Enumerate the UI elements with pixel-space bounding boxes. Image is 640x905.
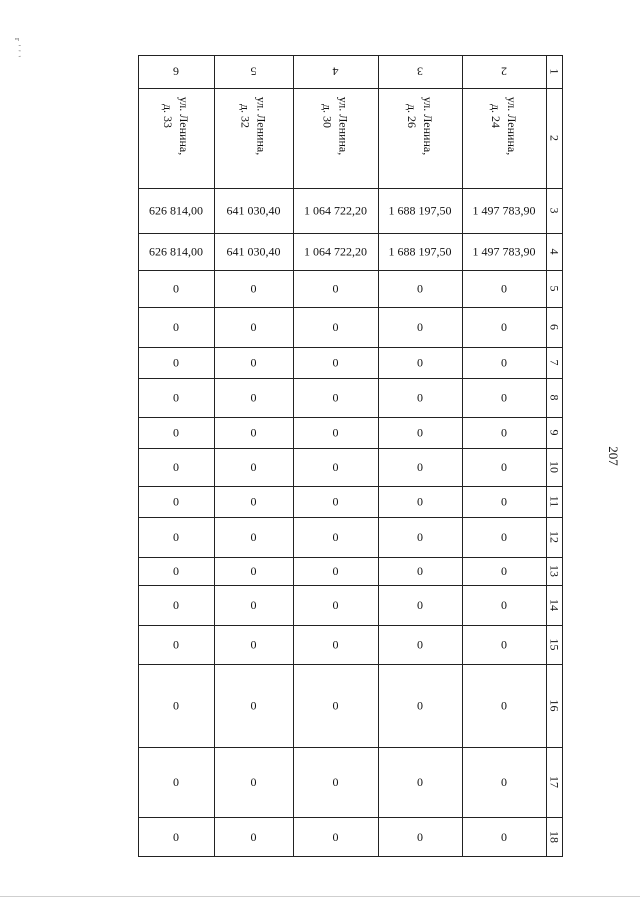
address-line-house: д. 33 — [161, 103, 175, 129]
page-number: 207 — [606, 446, 621, 466]
table-cell-value: 0 — [173, 775, 179, 789]
table-cell-value: 0 — [501, 494, 507, 509]
table-cell-value: 0 — [332, 598, 339, 612]
table-cell-value: 0 — [417, 698, 423, 713]
table-cell-value: 0 — [250, 494, 257, 509]
table-cell-value: 0 — [250, 775, 257, 789]
table-cell-value: 0 — [332, 281, 339, 296]
table-cell-value: 0 — [501, 530, 507, 544]
table-grid — [138, 55, 563, 857]
table-cell-value: 0 — [417, 425, 423, 440]
table-cell-value: 0 — [173, 830, 179, 844]
column-number-label: 5 — [547, 285, 562, 292]
address-line-street: ул. Ленина, — [336, 96, 351, 156]
table-cell-value: 0 — [173, 281, 179, 296]
table-border — [139, 56, 563, 857]
table-cell-value: 0 — [250, 281, 257, 296]
row-number: 6 — [173, 64, 179, 79]
table-cell-value: 0 — [173, 637, 179, 652]
table-cell-value: 1 688 197,50 — [388, 244, 452, 259]
table-cell-value: 0 — [332, 564, 339, 578]
column-number-label: 16 — [547, 699, 562, 712]
table-cell-value: 0 — [332, 390, 339, 405]
table-cell-value: 0 — [250, 564, 257, 578]
table-cell-value: 0 — [332, 425, 339, 440]
column-number-label: 1 — [547, 68, 562, 75]
table-cell-value: 0 — [501, 598, 507, 612]
column-number-label: 10 — [547, 461, 562, 473]
table-cell-value: 0 — [332, 355, 339, 370]
column-number-label: 8 — [547, 394, 562, 401]
table-cell-value: 626 814,00 — [149, 244, 203, 259]
column-number-label: 2 — [547, 135, 562, 141]
table-cell-value: 0 — [250, 830, 257, 844]
table-cell-value: 1 497 783,90 — [472, 244, 536, 259]
table-cell-value: 0 — [250, 390, 257, 405]
table-cell-value: 0 — [501, 425, 507, 440]
table-cell-value: 0 — [332, 775, 339, 789]
column-number-label: 12 — [547, 531, 562, 543]
table-cell-value: 0 — [332, 830, 339, 844]
scan-artifact-mark: r ' ' ' — [13, 38, 22, 58]
table-cell-value: 0 — [417, 598, 423, 612]
table-cell-value: 1 688 197,50 — [388, 203, 452, 218]
column-number-label: 13 — [547, 565, 562, 577]
table-cell-value: 1 497 783,90 — [472, 203, 536, 218]
table-cell-value: 0 — [173, 564, 179, 578]
table-cell-value: 0 — [250, 425, 257, 440]
table-cell-value: 0 — [417, 320, 423, 334]
table-cell-value: 0 — [501, 637, 507, 652]
table-cell-value: 0 — [417, 530, 423, 544]
address-line-house: д. 24 — [489, 103, 503, 129]
table-cell-value: 0 — [332, 698, 339, 713]
address-line-house: д. 26 — [405, 103, 419, 129]
table-cell-value: 0 — [173, 698, 179, 713]
table-cell-value: 1 064 722,20 — [304, 203, 367, 218]
table-cell-value: 0 — [173, 425, 179, 440]
table-cell-value: 0 — [332, 320, 339, 334]
table-cell-value: 0 — [250, 698, 257, 713]
row-number: 4 — [332, 64, 339, 79]
table-cell-value: 0 — [417, 460, 423, 474]
column-number-label: 15 — [547, 638, 562, 651]
table-cell-value: 0 — [417, 637, 423, 652]
column-number-label: 7 — [547, 359, 562, 366]
column-number-label: 17 — [547, 776, 562, 788]
address-line-street: ул. Ленина, — [421, 96, 435, 156]
table-cell-value: 641 030,40 — [226, 244, 281, 259]
table-cell-value: 0 — [173, 460, 179, 474]
table-cell-value: 0 — [417, 281, 423, 296]
table-cell-value: 0 — [501, 320, 507, 334]
table-cell-value: 0 — [501, 698, 507, 713]
table-cell-value: 0 — [501, 281, 507, 296]
table-cell-value: 0 — [332, 494, 339, 509]
table-cell-value: 0 — [501, 775, 507, 789]
table-cell-value: 0 — [417, 775, 423, 789]
address-line-street: ул. Ленина, — [254, 96, 269, 156]
rotated-data-table — [138, 55, 563, 857]
table-cell-value: 0 — [173, 390, 179, 405]
column-number-label: 3 — [547, 207, 562, 214]
table-cell-value: 641 030,40 — [226, 203, 281, 218]
table-cell-value: 0 — [250, 530, 257, 544]
row-number: 3 — [417, 64, 423, 79]
table-cell-value: 0 — [332, 637, 339, 652]
table-cell-value: 0 — [250, 598, 257, 612]
table-cell-value: 0 — [417, 564, 423, 578]
column-number-label: 6 — [547, 324, 562, 330]
row-number: 2 — [501, 64, 507, 79]
table-cell-value: 0 — [417, 390, 423, 405]
table-cell-value: 0 — [417, 355, 423, 370]
table-cell-value: 0 — [501, 564, 507, 578]
table-cell-value: 0 — [250, 460, 257, 474]
table-cell-value: 0 — [332, 530, 339, 544]
table-cell-value: 0 — [417, 830, 423, 844]
table-cell-value: 0 — [417, 494, 423, 509]
column-number-label: 9 — [547, 429, 562, 436]
table-cell-value: 0 — [501, 390, 507, 405]
table-cell-value: 0 — [501, 460, 507, 474]
page-bottom-rule — [0, 896, 640, 897]
table-cell-value: 0 — [250, 320, 257, 334]
table-cell-value: 0 — [250, 355, 257, 370]
table-cell-value: 0 — [501, 355, 507, 370]
column-number-label: 4 — [547, 248, 562, 255]
table-cell-value: 0 — [173, 494, 179, 509]
table-cell-value: 0 — [173, 355, 179, 370]
table-cell-value: 0 — [332, 460, 339, 474]
address-line-street: ул. Ленина, — [177, 96, 191, 156]
column-number-label: 11 — [547, 495, 562, 508]
row-number: 5 — [250, 64, 257, 79]
column-number-label: 18 — [547, 831, 562, 843]
table-cell-value: 1 064 722,20 — [304, 244, 367, 259]
address-line-house: д. 30 — [320, 103, 335, 129]
table-cell-value: 626 814,00 — [149, 203, 203, 218]
table-cell-value: 0 — [173, 320, 179, 334]
address-line-house: д. 32 — [238, 103, 253, 129]
table-cell-value: 0 — [173, 530, 179, 544]
address-line-street: ул. Ленина, — [505, 96, 519, 156]
table-cell-value: 0 — [250, 637, 257, 652]
table-cell-value: 0 — [173, 598, 179, 612]
column-number-label: 14 — [547, 599, 562, 611]
table-cell-value: 0 — [501, 830, 507, 844]
